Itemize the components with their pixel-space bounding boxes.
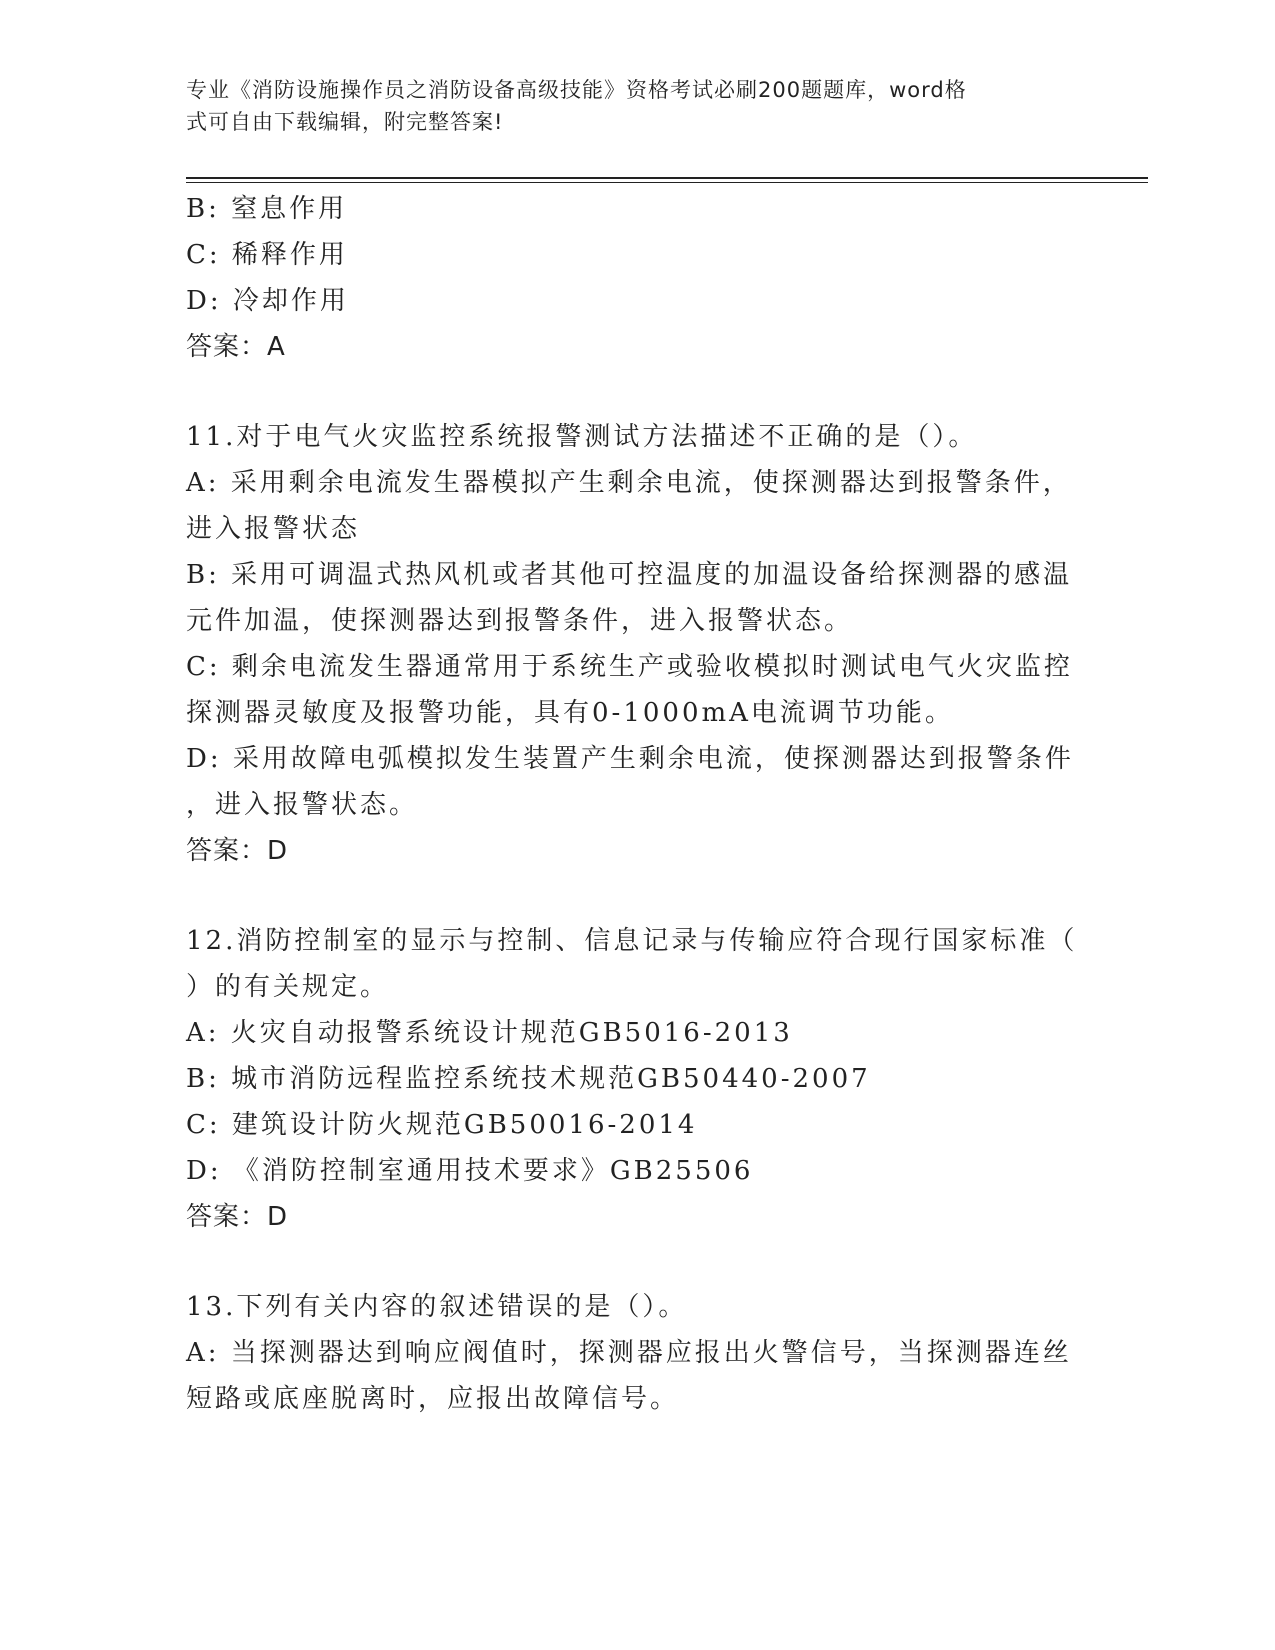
option-d: D: 《消防控制室通用技术要求》GB25506	[186, 1156, 754, 1186]
answer-line: 答案：D	[186, 1202, 289, 1232]
option-a-line-2: 进入报警状态	[186, 514, 361, 544]
option-c: C: 稀释作用	[186, 240, 348, 270]
option-a-line-2: 短路或底座脱离时，应报出故障信号。	[186, 1384, 680, 1414]
previous-question-tail	[186, 186, 1066, 370]
answer-line: 答案：A	[186, 332, 286, 362]
header-divider-thick	[186, 177, 1148, 179]
option-d: D: 冷却作用	[186, 286, 349, 316]
question-11	[186, 414, 1074, 874]
option-a: A: 火灾自动报警系统设计规范GB5016-2013	[186, 1018, 793, 1048]
option-b: B: 窒息作用	[186, 194, 348, 224]
option-a-line-1: A: 当探测器达到响应阀值时，探测器应报出火警信号，当探测器连丝	[186, 1338, 1072, 1368]
question-13	[186, 1284, 1072, 1422]
answer-line: 答案：D	[186, 836, 289, 866]
question-12	[186, 918, 1078, 1240]
header-line-2: 式可自由下载编辑，附完整答案!	[186, 110, 504, 134]
header-line-1: 专业《消防设施操作员之消防设备高级技能》资格考试必刷200题题库，word格	[186, 78, 967, 102]
document-header	[186, 74, 1066, 138]
option-b: B: 城市消防远程监控系统技术规范GB50440-2007	[186, 1064, 871, 1094]
spacer	[186, 874, 1066, 918]
question-title-line-1: 12.消防控制室的显示与控制、信息记录与传输应符合现行国家标准（	[186, 926, 1078, 956]
question-title: 11.对于电气火灾监控系统报警测试方法描述不正确的是（）。	[186, 422, 978, 452]
option-c-line-2: 探测器灵敏度及报警功能，具有0-1000mA电流调节功能。	[186, 698, 954, 728]
question-title: 13.下列有关内容的叙述错误的是（）。	[186, 1292, 688, 1322]
spacer	[186, 370, 1066, 414]
option-b-line-2: 元件加温，使探测器达到报警条件，进入报警状态。	[186, 606, 854, 636]
option-d-line-1: D: 采用故障电弧模拟发生装置产生剩余电流，使探测器达到报警条件	[186, 744, 1074, 774]
option-b-line-1: B: 采用可调温式热风机或者其他可控温度的加温设备给探测器的感温	[186, 560, 1073, 590]
option-a-line-1: A: 采用剩余电流发生器模拟产生剩余电流，使探测器达到报警条件，	[186, 468, 1072, 498]
option-c: C: 建筑设计防火规范GB50016-2014	[186, 1110, 698, 1140]
option-d-line-2: ，进入报警状态。	[186, 790, 419, 820]
question-title-line-2: ）的有关规定。	[186, 972, 390, 1002]
document-body	[186, 186, 1078, 1422]
option-c-line-1: C: 剩余电流发生器通常用于系统生产或验收模拟时测试电气火灾监控	[186, 652, 1073, 682]
header-divider-thin	[186, 182, 1148, 183]
spacer	[186, 1240, 1066, 1284]
